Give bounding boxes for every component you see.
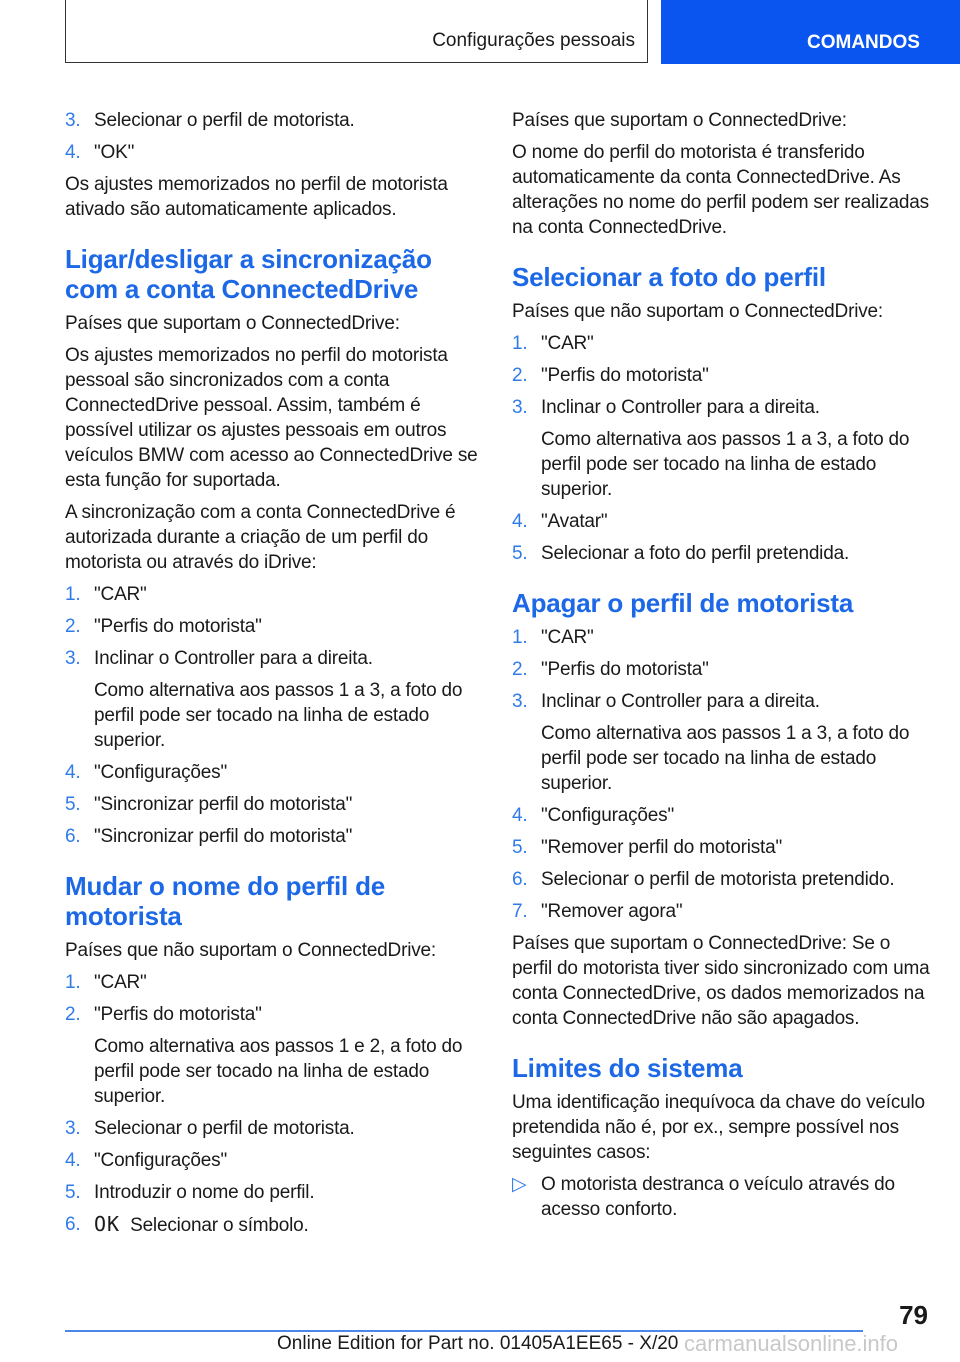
step-text: "Configurações" (94, 762, 228, 783)
step-number: 1. (512, 333, 528, 354)
list-step (65, 582, 485, 607)
step-number: 2. (512, 659, 528, 680)
step-number: 5. (65, 1182, 81, 1203)
step-text: Introduzir o nome do perfil. (94, 1182, 315, 1203)
step-text: "OK" (94, 142, 135, 163)
step-text: "Perfis do motorista" (541, 659, 709, 680)
bullet-item (512, 1172, 932, 1222)
list-step (512, 625, 932, 650)
list-step (512, 363, 932, 388)
step-note: Como alternativa aos passos 1 a 3, a foto do perfil pode ser tocado na linha de estado superior. (541, 429, 910, 500)
list-step (65, 824, 485, 849)
step-text: "Perfis do motorista" (541, 365, 709, 386)
paragraph: Uma identificação inequívoca da chave do veículo pretendida não é, por ex., sempre possível nos seguintes casos: (512, 1092, 925, 1163)
list-step (512, 689, 932, 714)
step-number: 3. (65, 648, 81, 669)
step-text: "Avatar" (541, 511, 608, 532)
list-step (65, 1002, 485, 1027)
step-number: 5. (512, 837, 528, 858)
footer-edition: Online Edition for Part no. 01405A1EE65 - X/20 (277, 1333, 679, 1354)
step-number: 3. (512, 397, 528, 418)
list-step (512, 331, 932, 356)
paragraph: Países que suportam o ConnectedDrive: (512, 110, 847, 131)
step-text: "Sincronizar perfil do motorista" (94, 794, 353, 815)
watermark: carmanualsonline.info (684, 1331, 899, 1356)
step-text: "CAR" (94, 972, 147, 993)
paragraph: Países que não suportam o ConnectedDrive: (512, 301, 883, 322)
page-number: 79 (899, 1300, 928, 1330)
section-title: Configurações pessoais (432, 30, 635, 51)
step-number: 5. (65, 794, 81, 815)
header-section-box (65, 0, 648, 63)
step-text: "Configurações" (94, 1150, 228, 1171)
step-text: "Remover perfil do motorista" (541, 837, 783, 858)
section-heading: Selecionar a foto do perfil (512, 262, 826, 292)
step-text: Selecionar a foto do perfil pretendida. (541, 543, 850, 564)
list-step (512, 541, 932, 566)
step-number: 3. (65, 110, 81, 131)
step-text: Inclinar o Controller para a direita. (541, 691, 820, 712)
step-number: 3. (512, 691, 528, 712)
list-step (512, 899, 932, 924)
step-number: 4. (65, 142, 81, 163)
list-step (65, 1180, 485, 1205)
paragraph: Países que não suportam o ConnectedDrive: (65, 940, 436, 961)
step-number: 6. (65, 1214, 81, 1235)
step-text: "Remover agora" (541, 901, 683, 922)
section-heading: Mudar o nome do perfil de motorista (65, 871, 386, 931)
step-number: 6. (65, 826, 81, 847)
step-number: 4. (65, 762, 81, 783)
step-note: Como alternativa aos passos 1 e 2, a foto do perfil pode ser tocado na linha de estado superior. (94, 1036, 463, 1107)
list-step (65, 1148, 485, 1173)
paragraph: Os ajustes memorizados no perfil de motorista ativado são automaticamente aplicados. (65, 174, 448, 220)
step-text: Inclinar o Controller para a direita. (541, 397, 820, 418)
step-text: Selecionar o perfil de motorista. (94, 110, 355, 131)
right-column (512, 101, 932, 1222)
section-heading: Limites do sistema (512, 1053, 743, 1083)
step-text: Selecionar o símbolo. (130, 1215, 309, 1236)
list-step (65, 792, 485, 817)
list-step (512, 835, 932, 860)
list-step (65, 646, 485, 671)
step-text: "CAR" (541, 333, 594, 354)
step-number: 4. (512, 805, 528, 826)
step-number: 4. (65, 1150, 81, 1171)
list-step (512, 803, 932, 828)
list-step (512, 509, 932, 534)
step-note: Como alternativa aos passos 1 a 3, a foto do perfil pode ser tocado na linha de estado superior. (94, 680, 463, 751)
ok-symbol-icon: OK (94, 1212, 121, 1236)
list-step (65, 1116, 485, 1141)
step-number: 1. (65, 584, 81, 605)
step-text: Selecionar o perfil de motorista. (94, 1118, 355, 1139)
step-text: "CAR" (541, 627, 594, 648)
list-step (65, 1212, 485, 1238)
step-number: 2. (65, 1004, 81, 1025)
list-step (65, 760, 485, 785)
left-column (65, 101, 485, 1238)
step-text: Inclinar o Controller para a direita. (94, 648, 373, 669)
step-text: "Sincronizar perfil do motorista" (94, 826, 353, 847)
step-text: "Perfis do motorista" (94, 1004, 262, 1025)
paragraph: Os ajustes memorizados no perfil do motorista pessoal são sincronizados com a conta ConnectedDrive pessoal. Assim, também é possível utilizar os ajustes pessoais em outros veículos BMW com acesso ao ConnectedDrive se esta função for suportada. (65, 345, 478, 491)
step-number: 4. (512, 511, 528, 532)
list-step (512, 657, 932, 682)
step-number: 3. (65, 1118, 81, 1139)
list-step (65, 970, 485, 995)
step-text: "CAR" (94, 584, 147, 605)
chapter-tab-label: COMANDOS (807, 32, 920, 53)
step-text: "Perfis do motorista" (94, 616, 262, 637)
paragraph: O nome do perfil do motorista é transferido automaticamente da conta ConnectedDrive. As alterações no nome do perfil podem ser realizadas na conta ConnectedDrive. (512, 142, 929, 238)
list-step (512, 867, 932, 892)
step-number: 1. (65, 972, 81, 993)
list-step (65, 614, 485, 639)
step-text: "Configurações" (541, 805, 675, 826)
section-heading: Ligar/desligar a sincronização com a conta ConnectedDrive (65, 244, 432, 304)
step-number: 2. (65, 616, 81, 637)
step-text: Selecionar o perfil de motorista pretendido. (541, 869, 895, 890)
step-number: 7. (512, 901, 528, 922)
step-note: Como alternativa aos passos 1 a 3, a foto do perfil pode ser tocado na linha de estado superior. (541, 723, 910, 794)
list-step (65, 140, 485, 165)
step-number: 6. (512, 869, 528, 890)
paragraph: A sincronização com a conta ConnectedDrive é autorizada durante a criação de um perfil do motorista ou através do iDrive: (65, 502, 456, 573)
step-number: 5. (512, 543, 528, 564)
paragraph: Países que suportam o ConnectedDrive: (65, 313, 400, 334)
paragraph: Países que suportam o ConnectedDrive: Se o perfil do motorista tiver sido sincronizado com uma conta ConnectedDrive, os dados memorizados na conta ConnectedDrive não são apagados. (512, 933, 930, 1029)
step-number: 2. (512, 365, 528, 386)
step-number: 1. (512, 627, 528, 648)
list-step (512, 395, 932, 420)
bullet-triangle-icon: ▷ (512, 1174, 527, 1195)
chapter-tab[interactable] (661, 0, 960, 64)
list-step (65, 108, 485, 133)
section-heading: Apagar o perfil de motorista (512, 588, 854, 618)
step-text: O motorista destranca o veículo através do acesso conforto. (541, 1174, 895, 1220)
